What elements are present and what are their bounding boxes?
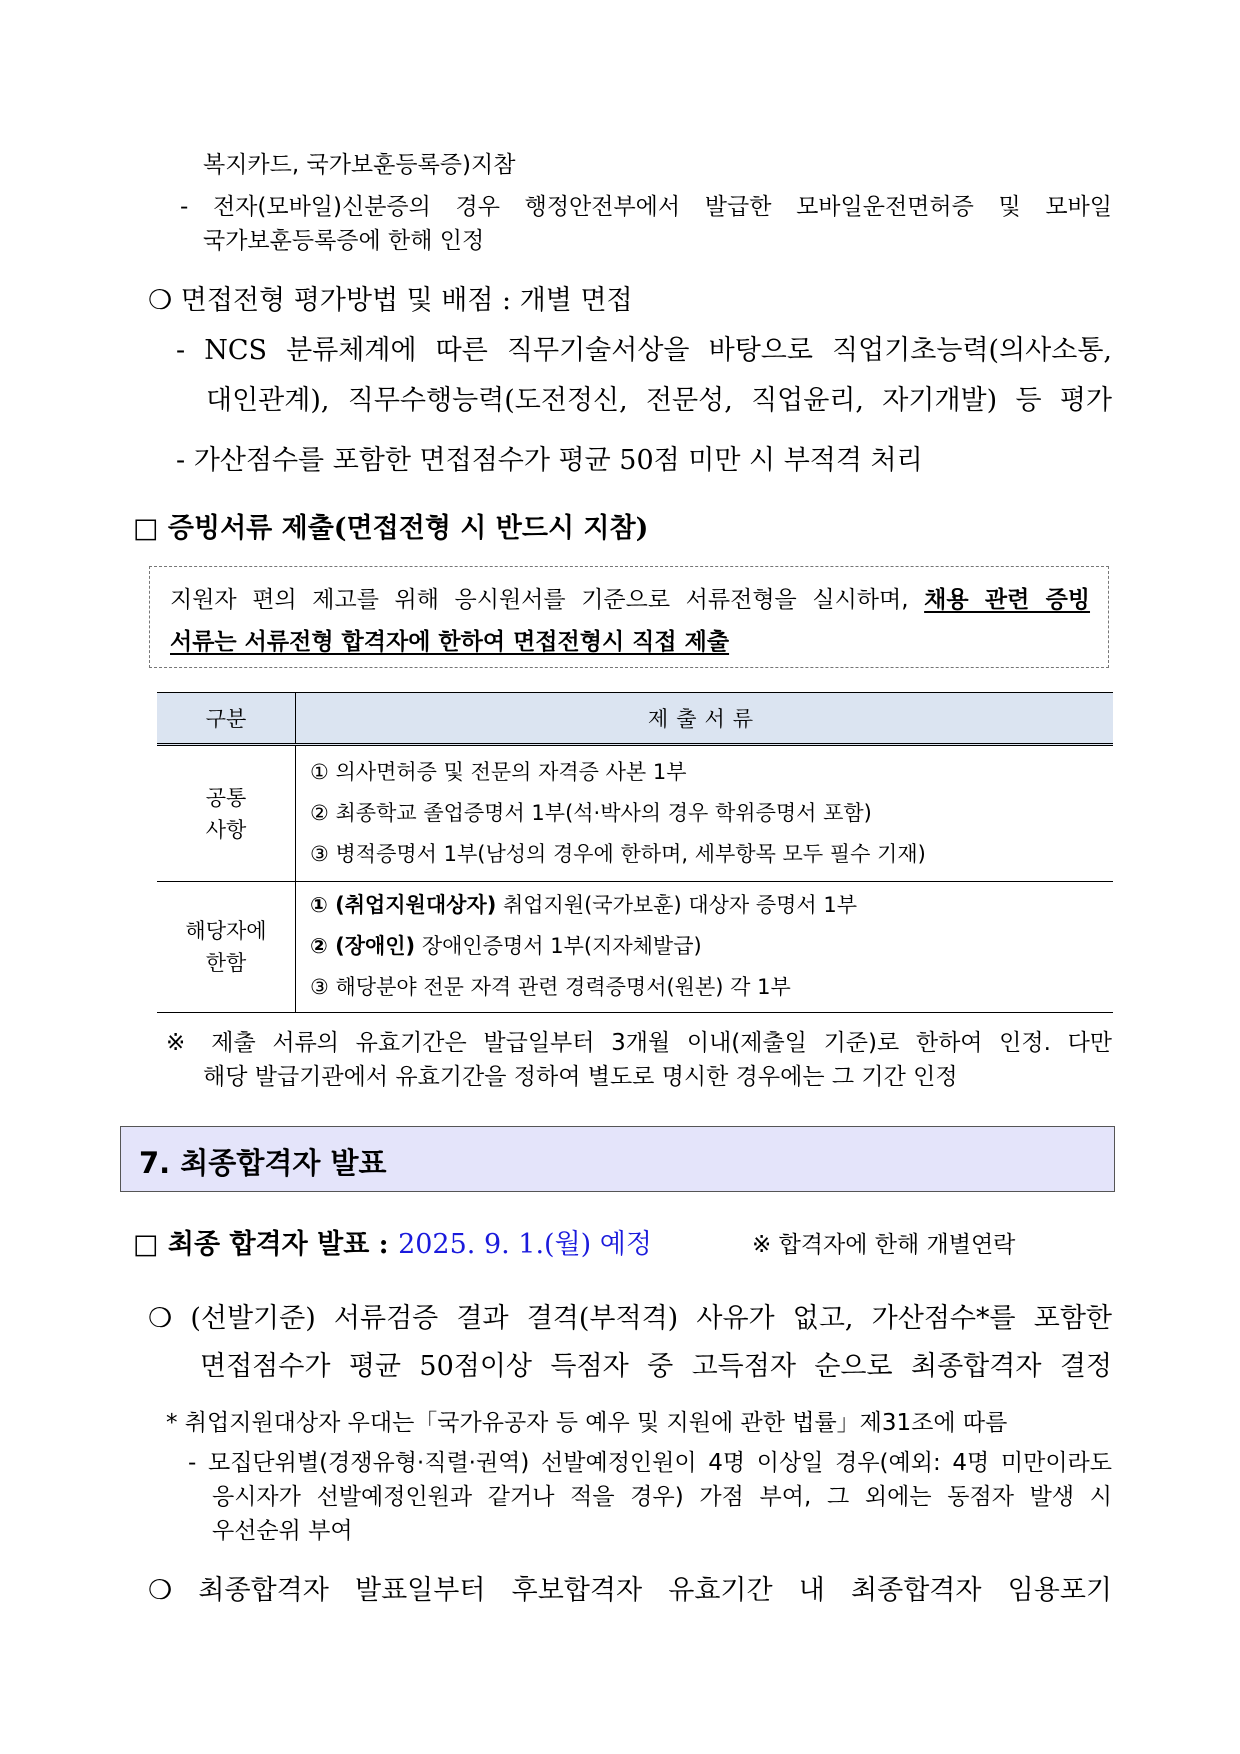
category-common: 공통 사항 — [157, 745, 296, 882]
list-item: ① (취업지원대상자) 취업지원(국가보훈) 대상자 증명서 1부 — [310, 893, 858, 917]
docs-table — [157, 692, 1113, 1013]
list-item: ③ 해당분야 전문 자격 관련 경력증명서(원본) 각 1부 — [310, 975, 791, 999]
sub-line-2: 응시자가 선발예정인원과 같거나 적을 경우) 가점 부여, 그 외에는 동점자 발생 시 — [212, 1484, 1112, 1510]
notice-emphasis-1: 채용 관련 증빙 — [924, 587, 1091, 613]
list-item: ① 의사면허증 및 전문의 자격증 사본 1부 — [310, 760, 687, 784]
last-bullet: ❍ 최종합격자 발표일부터 후보합격자 유효기간 내 최종합격자 임용포기 — [148, 1575, 1112, 1606]
notice-line-2 — [170, 623, 1090, 656]
common-items — [296, 745, 1114, 882]
interview-line-3: - 가산점수를 포함한 면접점수가 평균 50점 미만 시 부적격 처리 — [176, 445, 923, 476]
mobile-id-line-2: 국가보훈등록증에 한해 인정 — [203, 228, 485, 254]
sub-line-3: 우선순위 부여 — [212, 1518, 353, 1544]
table-row — [157, 745, 1113, 882]
id-card-continued: 복지카드, 국가보훈등록증)지참 — [203, 152, 516, 178]
category-applicable: 해당자에 한함 — [157, 882, 296, 1013]
interview-line-1: - NCS 분류체계에 따른 직무기술서상을 바탕으로 직업기초능력(의사소통, — [176, 335, 1112, 366]
notice-emphasis-2: 서류는 서류전형 합격자에 한하여 면접전형시 직접 제출 — [170, 629, 730, 655]
notice-line-1: 지원자 편의 제고를 위해 응시원서를 기준으로 서류전형을 실시하며, 채용 관련 증빙 — [170, 587, 1091, 613]
docs-notice-box — [149, 566, 1109, 668]
list-item: ② (장애인) 장애인증명서 1부(지자체발급) — [310, 934, 702, 958]
header-documents: 제출서류 — [296, 693, 1114, 745]
announce-line: □ 최종 합격자 발표 : 2025. 9. 1.(월) 예정 — [133, 1229, 652, 1260]
list-item: ② 최종학교 졸업증명서 1부(석·박사의 경우 학위증명서 포함) — [310, 801, 872, 825]
table-header-row — [157, 693, 1113, 745]
mobile-id-line: - 전자(모바일)신분증의 경우 행정안전부에서 발급한 모바일운전면허증 및 모바일 — [180, 194, 1112, 220]
footnote: * 취업지원대상자 우대는「국가유공자 등 예우 및 지원에 관한 법률」제31조에 따름 — [166, 1410, 1008, 1436]
docs-heading: □ 증빙서류 제출(면접전형 시 반드시 지참) — [133, 513, 649, 544]
interview-line-2: 대인관계), 직무수행능력(도전정신, 전문성, 직업윤리, 자기개발) 등 평가 — [206, 385, 1112, 416]
sub-line-1: - 모집단위별(경쟁유형·직렬·권역) 선발예정인원이 4명 이상일 경우(예외: 4명 미만이라도 — [188, 1450, 1112, 1476]
validity-note-2: 해당 발급기관에서 유효기간을 정하여 별도로 명시한 경우에는 그 기간 인정 — [203, 1064, 958, 1090]
validity-note-1: ※ 제출 서류의 유효기간은 발급일부터 3개월 이내(제출일 기준)로 한하여 인정. 다만 — [166, 1030, 1112, 1056]
list-item: ③ 병적증명서 1부(남성의 경우에 한하며, 세부항목 모두 필수 기재) — [310, 842, 926, 866]
header-category: 구분 — [157, 693, 296, 745]
section-7-title: 7. 최종합격자 발표 — [139, 1146, 387, 1180]
announce-note: ※ 합격자에 한해 개별연락 — [752, 1232, 1016, 1258]
interview-bullet: ❍ 면접전형 평가방법 및 배점 : 개별 면접 — [148, 285, 633, 316]
section-7-banner — [120, 1126, 1115, 1192]
criteria-line-2: 면접점수가 평균 50점이상 득점자 중 고득점자 순으로 최종합격자 결정 — [200, 1351, 1112, 1382]
criteria-line-1: ❍ (선발기준) 서류검증 결과 결격(부적격) 사유가 없고, 가산점수*를 포함한 — [148, 1303, 1112, 1334]
applicable-items — [296, 882, 1114, 1013]
table-row — [157, 882, 1113, 1013]
announce-date: 2025. 9. 1.(월) 예정 — [398, 1229, 652, 1260]
